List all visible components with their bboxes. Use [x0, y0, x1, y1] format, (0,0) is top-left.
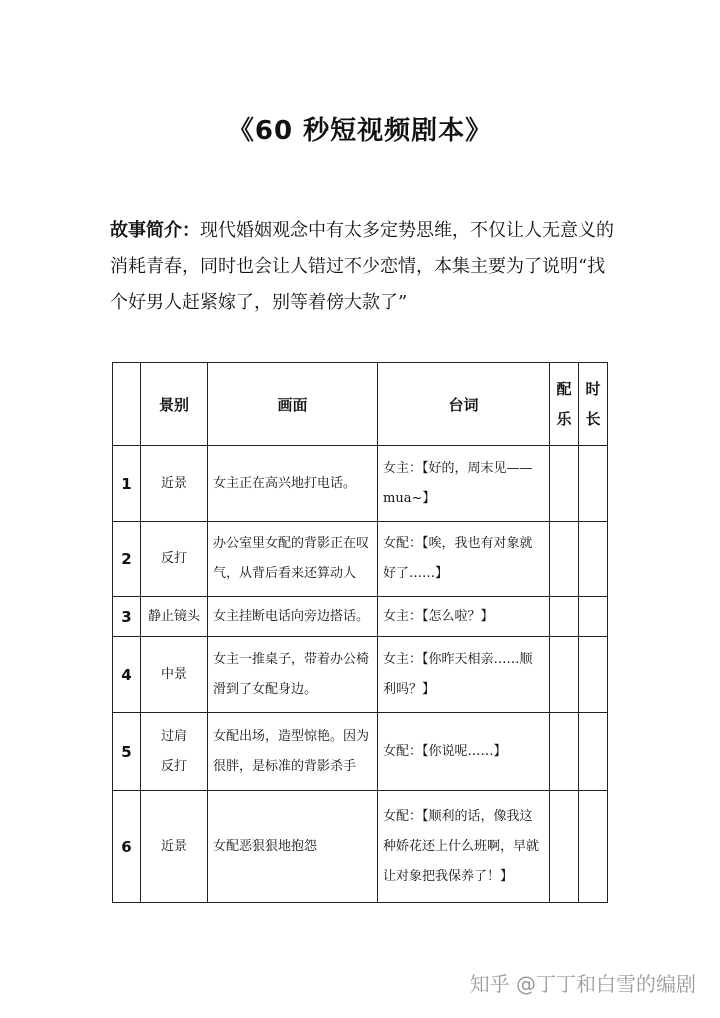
row-shot-label: 近景 [160, 838, 187, 854]
row-scene: 女主一推桌子，带着办公椅滑到了女配身边。 [208, 637, 378, 713]
row-music [550, 597, 579, 637]
table-header-row [113, 363, 608, 446]
row-number: 5 [113, 713, 141, 791]
row-duration [579, 597, 608, 637]
row-scene: 女主挂断电话向旁边搭话。 [208, 597, 378, 637]
header-duration-char-2: 长 [585, 410, 601, 428]
row-shot [141, 637, 208, 713]
row-duration [579, 446, 608, 522]
table-row [113, 791, 608, 903]
row-dialogue: 女主：【好的，周末见——mua~】 [378, 446, 550, 522]
row-number: 6 [113, 791, 141, 903]
row-music [550, 522, 579, 597]
header-dialogue: 台词 [378, 363, 550, 446]
header-music [550, 363, 579, 446]
row-duration [579, 791, 608, 903]
header-duration [579, 363, 608, 446]
row-shot [141, 446, 208, 522]
summary-label: 故事简介： [110, 220, 200, 241]
row-music [550, 446, 579, 522]
row-dialogue: 女主：【怎么啦？】 [378, 597, 550, 637]
header-number [113, 363, 141, 446]
row-number: 4 [113, 637, 141, 713]
header-scene: 画面 [208, 363, 378, 446]
script-table [112, 362, 608, 903]
row-shot [141, 713, 208, 791]
table-row [113, 522, 608, 597]
table-row [113, 446, 608, 522]
row-shot-label: 中景 [160, 666, 187, 682]
row-shot [141, 597, 208, 637]
table-row [113, 637, 608, 713]
row-music [550, 637, 579, 713]
row-duration [579, 522, 608, 597]
document-title: 《60 秒短视频剧本》 [227, 116, 493, 146]
row-shot [141, 522, 208, 597]
row-number: 2 [113, 522, 141, 597]
row-dialogue: 女配：【顺利的话，像我这种娇花还上什么班啊，早就让对象把我保养了！】 [378, 791, 550, 903]
row-dialogue: 女主：【你昨天相亲……顺利吗？】 [378, 637, 550, 713]
row-scene: 女配恶狠狠地抱怨 [208, 791, 378, 903]
header-music-char-2: 乐 [556, 410, 572, 428]
row-number: 1 [113, 446, 141, 522]
row-dialogue: 女配：【你说呢……】 [378, 713, 550, 791]
row-shot [141, 791, 208, 903]
row-scene: 办公室里女配的背影正在叹气，从背后看来还算动人 [208, 522, 378, 597]
row-scene: 女配出场，造型惊艳。因为很胖，是标准的背影杀手 [208, 713, 378, 791]
row-shot-label-2: 反打 [160, 758, 187, 774]
row-music [550, 791, 579, 903]
row-shot-label: 近景 [160, 475, 187, 491]
table-row [113, 713, 608, 791]
row-dialogue: 女配：【唉，我也有对象就好了……】 [378, 522, 550, 597]
row-shot-label: 过肩 [160, 728, 187, 744]
row-scene: 女主正在高兴地打电话。 [208, 446, 378, 522]
summary-text: 现代婚姻观念中有太多定势思维，不仅让人无意义的消耗青春，同时也会让人错过不少恋情，本集主要为了说明“找个好男人赶紧嫁了，别等着傍大款了” [110, 220, 614, 313]
watermark-text: 知乎 @丁丁和白雪的编剧 [469, 972, 696, 996]
header-shot: 景别 [141, 363, 208, 446]
row-shot-label: 静止镜头 [147, 608, 200, 624]
row-music [550, 713, 579, 791]
header-music-char-1: 配 [556, 380, 572, 398]
row-shot-label: 反打 [160, 551, 187, 566]
row-duration [579, 637, 608, 713]
row-duration [579, 713, 608, 791]
story-summary [110, 213, 615, 321]
table-row [113, 597, 608, 637]
header-duration-char-1: 时 [585, 380, 601, 398]
row-number: 3 [113, 597, 141, 637]
